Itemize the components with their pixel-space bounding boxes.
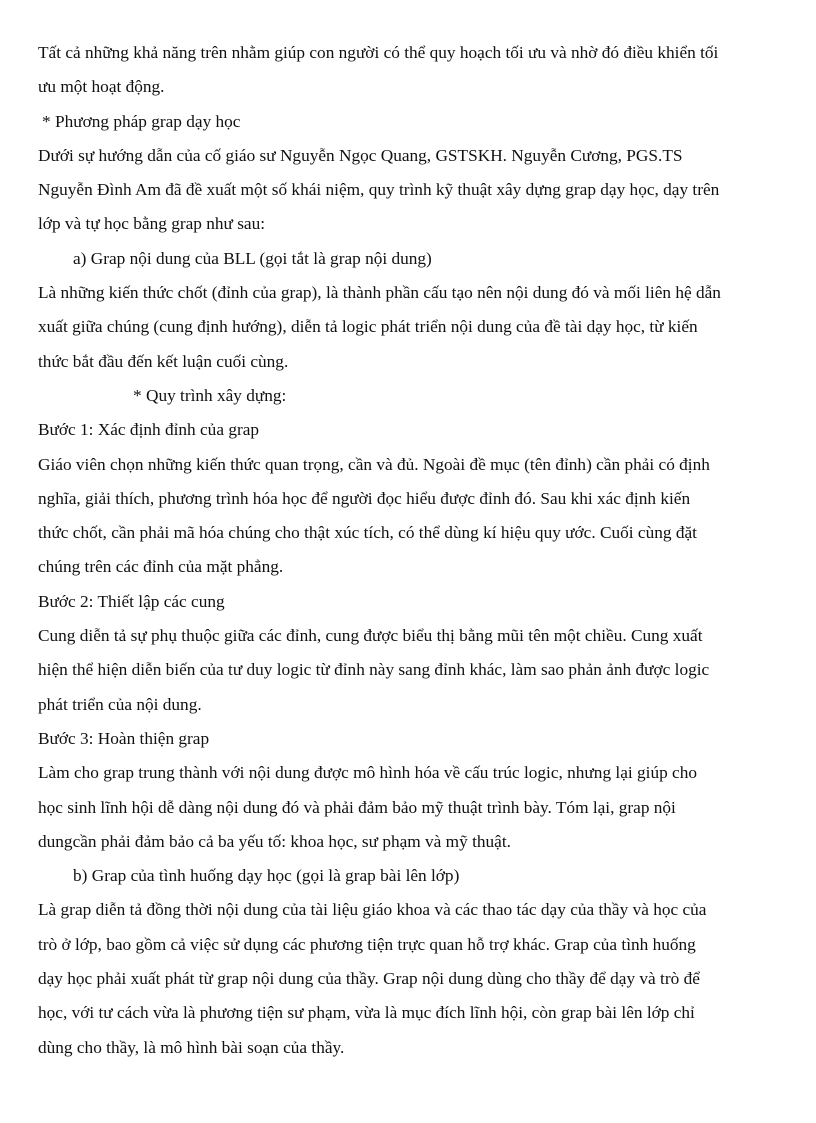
text-line: trò ở lớp, bao gồm cả việc sử dụng các phương tiện trực quan hỗ trợ khác. Grap của tình huống <box>38 934 696 954</box>
text-line: ưu một hoạt động. <box>38 77 165 97</box>
text-line: dạy học phải xuất phát từ grap nội dung của thầy. Grap nội dung dùng cho thầy để dạy và trò để <box>38 969 700 989</box>
text-line: dungcần phải đảm bảo cả ba yếu tố: khoa học, sư phạm và mỹ thuật. <box>38 831 511 851</box>
text-line: hiện thể hiện diễn biến của tư duy logic từ đỉnh này sang đỉnh khác, làm sao phản ảnh được logic <box>38 660 710 680</box>
step-2-heading: Bước 2: Thiết lập các cung <box>38 591 225 611</box>
step-1-heading: Bước 1: Xác định đỉnh của grap <box>38 420 260 440</box>
text-line: học, với tư cách vừa là phương tiện sư phạm, vừa là mục đích lĩnh hội, còn grap bài lên lớp chỉ <box>38 1003 695 1023</box>
document-page <box>38 36 783 1065</box>
text-line: nghĩa, giải thích, phương trình hóa học để người đọc hiểu được đỉnh đó. Sau khi xác định kiến <box>38 488 691 508</box>
subheading-build-process: * Quy trình xây dựng: <box>133 385 287 405</box>
text-line: thức chốt, cần phải mã hóa chúng cho thật xúc tích, có thể dùng kí hiệu quy ước. Cuối cùng đặt <box>38 523 697 543</box>
subheading-content-grap: a) Grap nội dung của BLL (gọi tắt là grap nội dung) <box>73 248 432 268</box>
text-line: phát triển của nội dung. <box>38 694 202 714</box>
text-line: xuất giữa chúng (cung định hướng), diễn tả logic phát triển nội dung của đề tài dạy học, từ kiến <box>38 317 698 337</box>
subheading-lesson-grap: b) Grap của tình huống dạy học (gọi là grap bài lên lớp) <box>73 866 460 886</box>
section-heading-grap-method: * Phương pháp grap dạy học <box>42 111 241 131</box>
text-line: Làm cho grap trung thành với nội dung được mô hình hóa về cấu trúc logic, nhưng lại giúp cho <box>38 763 697 783</box>
text-line: thức bắt đầu đến kết luận cuối cùng. <box>38 351 289 371</box>
text-line: Nguyễn Đình Am đã đề xuất một số khái niệm, quy trình kỹ thuật xây dựng grap dạy học, dạy trên <box>38 180 720 200</box>
text-line: Là grap diễn tả đồng thời nội dung của tài liệu giáo khoa và các thao tác dạy của thầy và học của <box>38 900 707 920</box>
text-line: dùng cho thầy, là mô hình bài soạn của thầy. <box>38 1037 345 1057</box>
text-line: chúng trên các đỉnh của mặt phẳng. <box>38 557 284 577</box>
text-line: học sinh lĩnh hội dễ dàng nội dung đó và phải đảm bảo mỹ thuật trình bày. Tóm lại, grap nội <box>38 797 676 817</box>
text-line: Giáo viên chọn những kiến thức quan trọng, cần và đủ. Ngoài đề mục (tên đỉnh) cần phải có định <box>38 454 710 474</box>
text-line: lớp và tự học bằng grap như sau: <box>38 214 266 234</box>
text-line: Dưới sự hướng dẫn của cố giáo sư Nguyễn Ngọc Quang, GSTSKH. Nguyễn Cương, PGS.TS <box>38 145 683 165</box>
text-line: Cung diễn tả sự phụ thuộc giữa các đỉnh, cung được biểu thị bằng mũi tên một chiều. Cung xuất <box>38 626 703 646</box>
text-line: Là những kiến thức chốt (đỉnh của grap), là thành phần cấu tạo nên nội dung đó và mối liên hệ dẫn <box>38 283 721 303</box>
text-line: Tất cả những khả năng trên nhằm giúp con người có thể quy hoạch tối ưu và nhờ đó điều khiển tối <box>38 43 719 62</box>
step-3-heading: Bước 3: Hoàn thiện grap <box>38 728 210 748</box>
